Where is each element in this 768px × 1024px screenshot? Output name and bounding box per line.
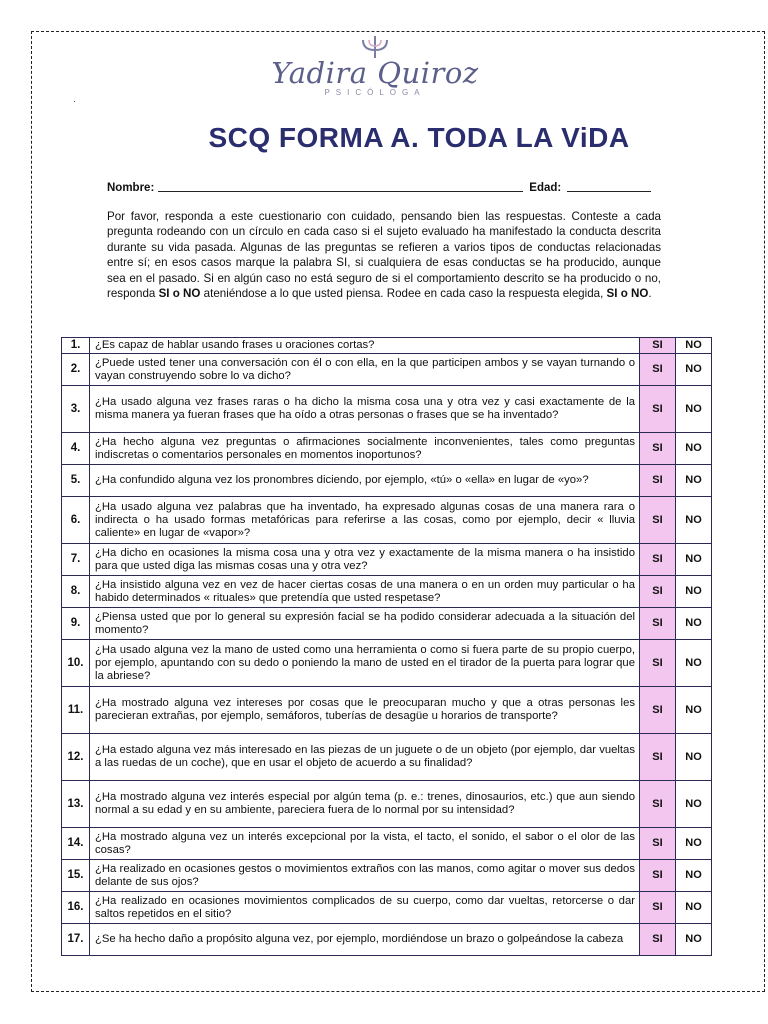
question-text: ¿Ha mostrado alguna vez interés especial por algún tema (p. e.: trenes, dinosaurios, etc.) que aun siendo normal a su edad y en su ambiente, pareciera fuera de lo normal por su intensidad? <box>90 781 640 828</box>
answer-no-option[interactable]: NO <box>676 924 712 956</box>
question-row <box>62 338 712 354</box>
question-number: 15. <box>62 860 90 892</box>
answer-yes-option[interactable]: SI <box>640 497 676 544</box>
answer-no-option[interactable]: NO <box>676 687 712 734</box>
answer-no-option[interactable]: NO <box>676 734 712 781</box>
question-row <box>62 386 712 433</box>
question-row <box>62 828 712 860</box>
question-text: ¿Ha estado alguna vez más interesado en las piezas de un juguete o de un objeto (por ejemplo, dar vueltas a las ruedas de un coche), que en usar el objeto de acuerdo a su finalidad? <box>90 734 640 781</box>
answer-no-option[interactable]: NO <box>676 576 712 608</box>
question-text: ¿Puede usted tener una conversación con él o con ella, en la que participen ambos y se vayan turnando o vayan construyendo sobre lo va dicho? <box>90 354 640 386</box>
question-number: 2. <box>62 354 90 386</box>
question-text: ¿Ha hecho alguna vez preguntas o afirmaciones socialmente inconvenientes, tales como preguntas indiscretas o comentarios personales en momentos inoportunos? <box>90 433 640 465</box>
answer-yes-option[interactable]: SI <box>640 640 676 687</box>
answer-no-option[interactable]: NO <box>676 828 712 860</box>
question-text: ¿Se ha hecho daño a propósito alguna vez, por ejemplo, mordiéndose un brazo o golpeándose la cabeza <box>90 924 640 956</box>
question-row <box>62 924 712 956</box>
question-text: ¿Es capaz de hablar usando frases u oraciones cortas? <box>90 338 640 354</box>
question-row <box>62 734 712 781</box>
question-number: 3. <box>62 386 90 433</box>
answer-yes-option[interactable]: SI <box>640 687 676 734</box>
question-number: 14. <box>62 828 90 860</box>
question-row <box>62 640 712 687</box>
answer-no-option[interactable]: NO <box>676 433 712 465</box>
question-row <box>62 544 712 576</box>
question-number: 8. <box>62 576 90 608</box>
question-text: ¿Ha confundido alguna vez los pronombres diciendo, por ejemplo, «tú» o «ella» en lugar de «yo»? <box>90 465 640 497</box>
question-row <box>62 465 712 497</box>
question-row <box>62 860 712 892</box>
question-text: ¿Piensa usted que por lo general su expresión facial se ha podido considerar adecuada a la situación del momento? <box>90 608 640 640</box>
question-text: ¿Ha usado alguna vez la mano de usted como una herramienta o como si fuera parte de su propio cuerpo, por ejemplo, apuntando con su dedo o poniendo la mano de usted en el tirador de la puerta para lograr que la abriese? <box>90 640 640 687</box>
instructions-text-1: Por favor, responda a este cuestionario con cuidado, pensando bien las respuestas. Conteste a cada pregunta rodeando con un círculo en cada caso si el sujeto evaluado ha manifestado la conducta descrita durante su vida pasada. Algunas de las preguntas se refieren a varios tipos de conductas relacionadas entre sí; en esos casos marque la palabra SI, si cualquiera de esas conductas se ha producido, aunque sea en el pasado. Si en algún caso no está seguro de si el comportamiento descrito se ha producido o no, responda <box>107 210 661 301</box>
question-row <box>62 608 712 640</box>
answer-yes-option[interactable]: SI <box>640 608 676 640</box>
question-row <box>62 497 712 544</box>
instructions-bold-1: SI o NO <box>158 287 201 301</box>
question-number: 9. <box>62 608 90 640</box>
answer-no-option[interactable]: NO <box>676 386 712 433</box>
question-row <box>62 576 712 608</box>
answer-no-option[interactable]: NO <box>676 544 712 576</box>
answer-yes-option[interactable]: SI <box>640 544 676 576</box>
question-text: ¿Ha realizado en ocasiones movimientos complicados de su cuerpo, como dar vueltas, retorcerse o dar saltos repetidos en el sitio? <box>90 892 640 924</box>
answer-yes-option[interactable]: SI <box>640 465 676 497</box>
name-field[interactable] <box>158 179 523 192</box>
answer-yes-option[interactable]: SI <box>640 781 676 828</box>
answer-yes-option[interactable]: SI <box>640 386 676 433</box>
stray-mark: . <box>73 95 76 105</box>
answer-no-option[interactable]: NO <box>676 497 712 544</box>
answer-no-option[interactable]: NO <box>676 608 712 640</box>
age-label: Edad: <box>529 182 562 194</box>
question-row <box>62 781 712 828</box>
answer-no-option[interactable]: NO <box>676 338 712 354</box>
question-row <box>62 433 712 465</box>
instructions-paragraph <box>107 209 661 301</box>
instructions-text-2: ateniéndose a lo que usted piensa. Rodee en cada caso la respuesta elegida, <box>200 287 607 301</box>
answer-yes-option[interactable]: SI <box>640 734 676 781</box>
question-row <box>62 354 712 386</box>
question-row <box>62 892 712 924</box>
name-age-row <box>107 178 667 194</box>
instructions-text-3: . <box>648 287 652 301</box>
answer-no-option[interactable]: NO <box>676 781 712 828</box>
question-number: 1. <box>62 338 90 354</box>
age-field[interactable] <box>567 179 651 192</box>
questionnaire-table <box>61 337 712 956</box>
question-number: 6. <box>62 497 90 544</box>
question-number: 7. <box>62 544 90 576</box>
question-number: 17. <box>62 924 90 956</box>
answer-yes-option[interactable]: SI <box>640 860 676 892</box>
question-text: ¿Ha mostrado alguna vez intereses por cosas que le preocuparan mucho y que a otras personas les parecieran extrañas, por ejemplo, semáforos, tuberías de desagüe u horarios de transporte? <box>90 687 640 734</box>
answer-no-option[interactable]: NO <box>676 860 712 892</box>
question-number: 11. <box>62 687 90 734</box>
answer-yes-option[interactable]: SI <box>640 924 676 956</box>
brand-logo <box>230 34 520 120</box>
question-number: 16. <box>62 892 90 924</box>
question-text: ¿Ha usado alguna vez frases raras o ha dicho la misma cosa una y otra vez y casi exactamente de la misma manera ya fueran frases que ha oído a otras personas o frases que se ha inventado? <box>90 386 640 433</box>
question-number: 12. <box>62 734 90 781</box>
instructions-bold-2: SI o NO <box>606 287 649 301</box>
answer-yes-option[interactable]: SI <box>640 576 676 608</box>
answer-yes-option[interactable]: SI <box>640 892 676 924</box>
answer-no-option[interactable]: NO <box>676 892 712 924</box>
page-title: SCQ FORMA A. TODA LA ViDA <box>208 122 630 153</box>
answer-yes-option[interactable]: SI <box>640 354 676 386</box>
question-row <box>62 687 712 734</box>
answer-yes-option[interactable]: SI <box>640 433 676 465</box>
brand-subtitle: PSICÓLOGA <box>324 88 426 97</box>
answer-no-option[interactable]: NO <box>676 640 712 687</box>
question-number: 13. <box>62 781 90 828</box>
answer-no-option[interactable]: NO <box>676 354 712 386</box>
answer-no-option[interactable]: NO <box>676 465 712 497</box>
question-text: ¿Ha realizado en ocasiones gestos o movimientos extraños con las manos, como agitar o mover sus dedos delante de sus ojos? <box>90 860 640 892</box>
question-number: 4. <box>62 433 90 465</box>
brand-name: Yadira Quiroz <box>271 56 479 90</box>
question-number: 10. <box>62 640 90 687</box>
name-label: Nombre: <box>107 182 155 194</box>
answer-yes-option[interactable]: SI <box>640 828 676 860</box>
question-text: ¿Ha insistido alguna vez en vez de hacer ciertas cosas de una manera o en un orden muy particular o ha habido determinados « rituales» que pretendía que usted respetase? <box>90 576 640 608</box>
question-text: ¿Ha mostrado alguna vez un interés excepcional por la vista, el tacto, el sonido, el sabor o el olor de las cosas? <box>90 828 640 860</box>
answer-yes-option[interactable]: SI <box>640 338 676 354</box>
question-text: ¿Ha dicho en ocasiones la misma cosa una y otra vez y exactamente de la misma manera o ha insistido para que usted diga las mismas cosas una y otra vez? <box>90 544 640 576</box>
question-text: ¿Ha usado alguna vez palabras que ha inventado, ha expresado algunas cosas de una manera rara o indirecta o ha usado formas metafóricas para referirse a las cosas, como por ejemplo, decir « lluvia caliente» en lugar de «vapor»? <box>90 497 640 544</box>
question-number: 5. <box>62 465 90 497</box>
